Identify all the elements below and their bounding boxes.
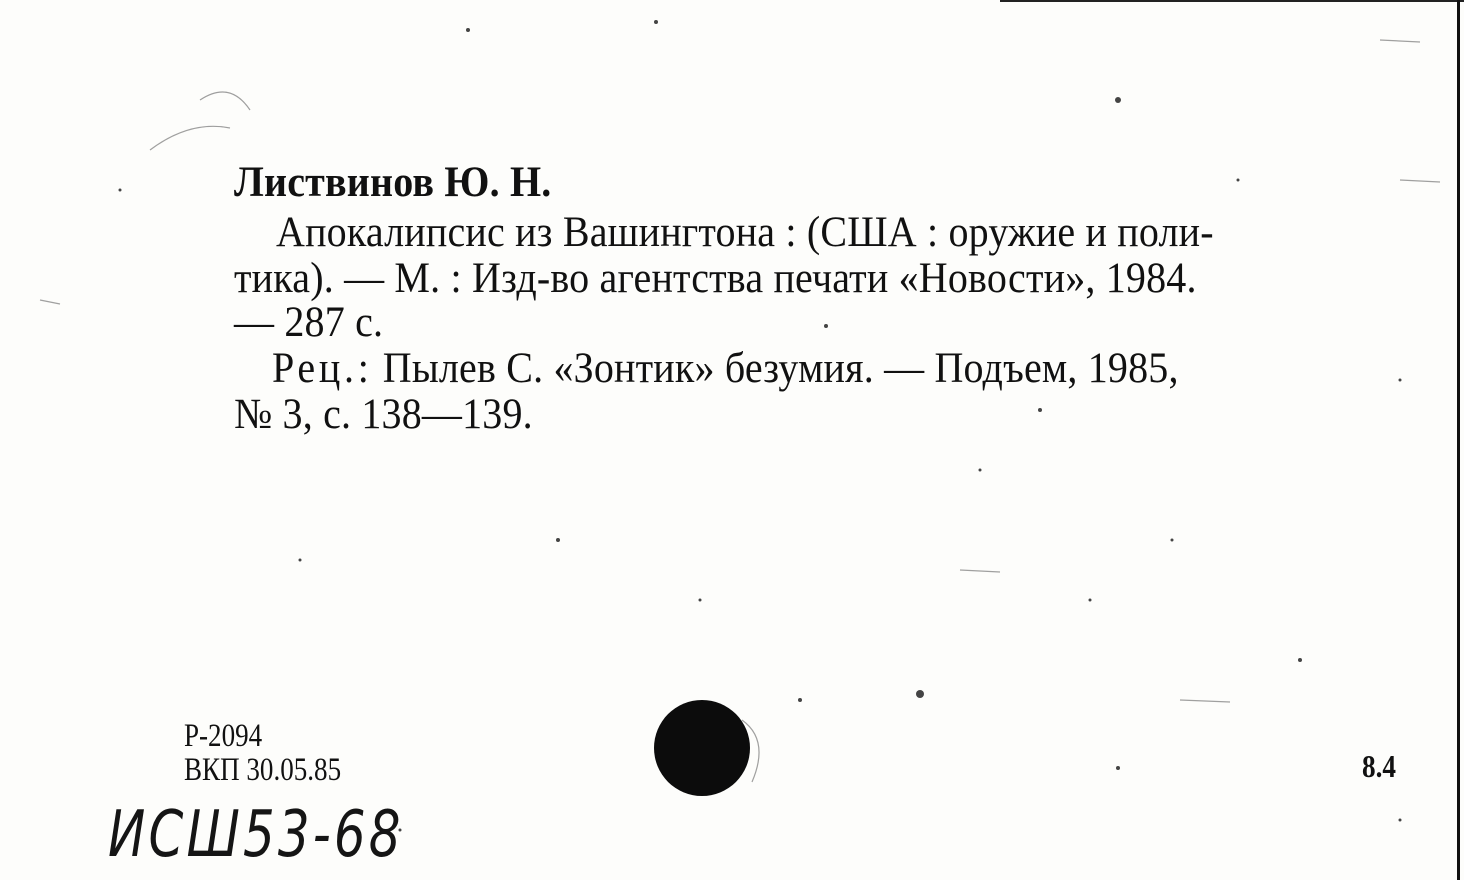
title-line-1: Апокалипсис из Вашингтона : (США : оружие и поли- (276, 209, 1214, 256)
stock-number: Р-2094 (184, 718, 263, 754)
review-text: Пылев С. «Зонтик» безумия. — Подъем, 1985, (372, 345, 1179, 392)
handwritten-shelf-code: ИСШ53-68 (108, 798, 404, 872)
author-heading: Листвинов Ю. Н. (234, 159, 552, 206)
card-punch-hole (654, 700, 750, 796)
review-label: Рец.: (272, 345, 373, 392)
classification-code: 8.4 (1362, 748, 1396, 784)
review-line (272, 346, 1179, 392)
title-line-2: тика). — М. : Изд-во агентства печати «Новости», 1984. (234, 255, 1197, 302)
pages-line: — 287 с. (234, 299, 384, 346)
review-continuation: № 3, с. 138—139. (234, 391, 533, 438)
registry-stamp: ВКП 30.05.85 (184, 752, 342, 788)
